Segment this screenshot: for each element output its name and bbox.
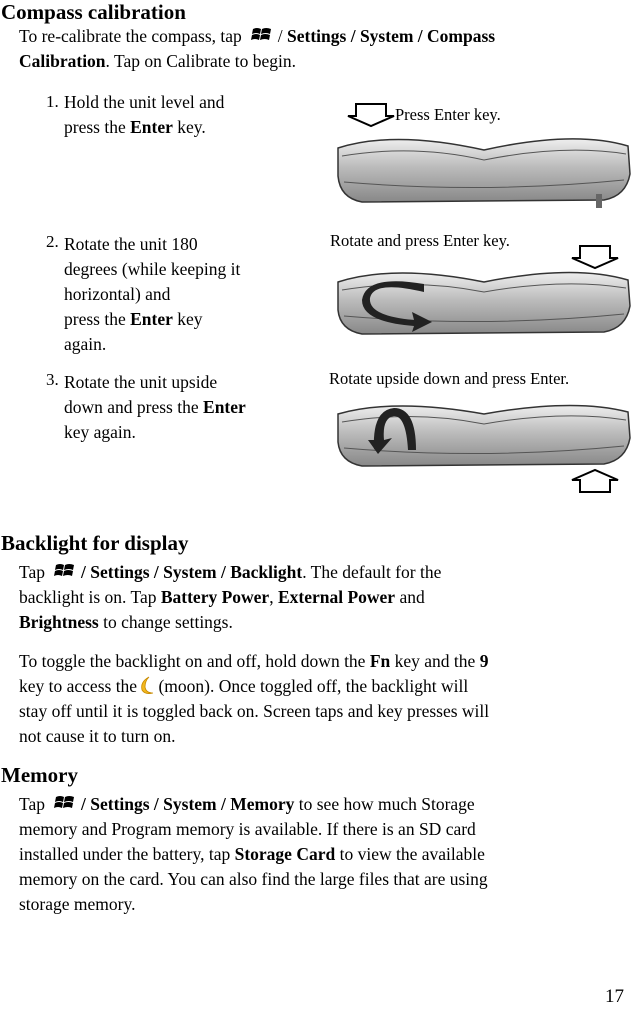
backlight-and: and	[399, 587, 425, 607]
step-1-line-2b: key.	[177, 117, 206, 137]
step-2-number: 2.	[46, 232, 59, 251]
memory-text-6: storage memory.	[19, 894, 136, 914]
step-2-line-2: degrees (while keeping it	[64, 259, 241, 279]
brightness-label: Brightness	[19, 612, 99, 632]
step-3-caption: Rotate upside down and press Enter.	[329, 369, 570, 388]
step-3-device-image	[334, 392, 632, 502]
handheld-device	[338, 272, 630, 334]
memory-text-5: memory on the card. You can also find the large files that are using	[19, 869, 488, 889]
intro-text-1: To re-calibrate the compass, tap	[19, 26, 242, 46]
toggle-text-3: key to access the	[19, 676, 138, 696]
nine-key-label: 9	[479, 651, 489, 671]
toggle-text-6: not cause it to turn on.	[19, 726, 176, 746]
step-1-enter-key: Enter	[130, 117, 173, 137]
step-1-number: 1.	[46, 92, 59, 111]
intro-settings-path: Settings / System / Compass	[287, 26, 496, 46]
step-3-line-3: key again.	[64, 422, 136, 442]
step-2-line-4b: key	[177, 309, 203, 329]
storage-card-label: Storage Card	[234, 844, 336, 864]
memory-para	[19, 792, 624, 917]
page-number: 17	[605, 986, 624, 1007]
memory-text-2: memory and Program memory is available. If there is an SD card	[19, 819, 476, 839]
compass-intro	[19, 24, 619, 74]
down-arrow-icon	[348, 104, 394, 126]
external-power-label: External Power	[277, 587, 396, 607]
step-1-line-1: Hold the unit level and	[64, 92, 225, 112]
step-2-line-3: horizontal) and	[64, 284, 171, 304]
toggle-text-5: stay off until it is toggled back on. Screen taps and key presses will	[19, 701, 490, 721]
backlight-comma: ,	[269, 587, 274, 607]
step-1-caption: Press Enter key.	[395, 105, 501, 124]
step-2-device-image	[334, 240, 632, 352]
step-3-enter-key: Enter	[203, 397, 246, 417]
handheld-device	[338, 139, 630, 202]
section-heading-compass: Compass calibration	[1, 0, 186, 24]
backlight-tap: Tap	[19, 562, 45, 582]
step-2-text	[64, 232, 304, 357]
toggle-text-2: key and the	[394, 651, 476, 671]
windows-start-icon	[54, 794, 76, 812]
step-2-line-4: press the	[64, 309, 126, 329]
step-1-text	[64, 90, 294, 140]
backlight-text-2: backlight is on. Tap	[19, 587, 157, 607]
memory-text-1: to see how much Storage	[298, 794, 475, 814]
step-2-line-5: again.	[64, 334, 107, 354]
intro-slash: /	[277, 26, 283, 46]
step-3-line-1: Rotate the unit upside	[64, 372, 218, 392]
step-2-line-1: Rotate the unit 180	[64, 234, 198, 254]
step-3-text	[64, 370, 304, 445]
fn-key-label: Fn	[369, 651, 391, 671]
memory-text-3: installed under the battery, tap	[19, 844, 231, 864]
memory-text-4: to view the available	[339, 844, 485, 864]
toggle-text-4: (moon). Once toggled off, the backlight will	[158, 676, 469, 696]
moon-icon	[137, 676, 154, 696]
backlight-settings-path: / Settings / System / Backlight	[81, 562, 303, 582]
memory-settings-path: / Settings / System / Memory	[81, 794, 295, 814]
memory-tap: Tap	[19, 794, 45, 814]
backlight-para-1	[19, 560, 619, 635]
up-arrow-icon	[572, 470, 618, 492]
intro-text-2: . Tap on Calibrate to begin.	[105, 51, 296, 71]
down-arrow-icon	[572, 246, 618, 268]
section-heading-backlight: Backlight for display	[1, 531, 189, 555]
section-heading-memory: Memory	[1, 763, 78, 787]
step-3-line-2: down and press the	[64, 397, 199, 417]
backlight-text-3: to change settings.	[103, 612, 233, 632]
backlight-text-1: . The default for the	[302, 562, 442, 582]
windows-start-icon	[251, 26, 273, 44]
backlight-para-2	[19, 649, 624, 749]
toggle-text-1: To toggle the backlight on and off, hold down the	[19, 651, 366, 671]
windows-start-icon	[54, 562, 76, 580]
intro-settings-path-2: Calibration	[19, 51, 106, 71]
step-2-caption: Rotate and press Enter key.	[330, 231, 510, 250]
battery-power-label: Battery Power	[160, 587, 270, 607]
step-1-line-2: press the	[64, 117, 126, 137]
step-3-number: 3.	[46, 370, 59, 389]
step-2-enter-key: Enter	[130, 309, 173, 329]
